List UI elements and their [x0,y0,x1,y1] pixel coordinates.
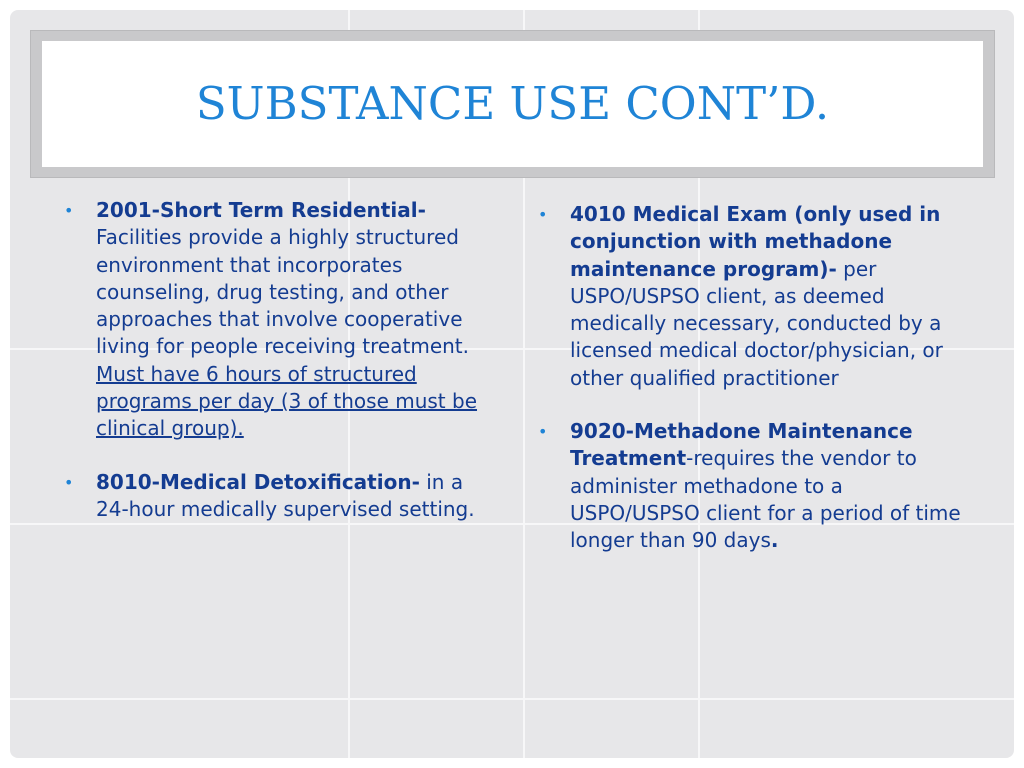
item-text: in a 24-hour medically supervised setting. [96,469,475,521]
title-box [42,41,983,167]
list-item-short-term-residential [64,197,494,443]
bullet-icon: • [538,422,548,442]
left-column [64,197,494,523]
list-item-medical-exam [538,201,978,392]
item-text: -requires the vendor to administer methadone to a USPO/USPSO client for a period of time longer than 90 days [570,446,961,553]
item-heading: 4010 Medical Exam (only used in conjunction with methadone maintenance program)- [570,202,941,281]
list-item-methadone-maintenance [538,418,978,554]
bullet-icon: • [538,205,548,224]
item-trailing-period: . [770,528,779,553]
bullet-icon: • [64,472,74,492]
item-heading: 8010-Medical Detoxification- [96,469,420,494]
slide-title: SUBSTANCE USE CONT’D. [195,77,830,130]
item-heading: 9020-Methadone Maintenance Treatment [570,419,913,471]
right-bullet-list [538,201,978,555]
right-column [538,201,978,555]
list-item-medical-detoxification [64,469,494,524]
left-bullet-list [64,197,494,523]
item-text: per USPO/USPSO client, as deemed medically necessary, conducted by a licensed medical doctor/physician, or other qualified practitioner [570,256,943,390]
item-heading: 2001-Short Term Residential- [96,198,426,222]
bullet-icon: • [64,201,74,220]
item-text: Facilities provide a highly structured environment that incorporates counseling, drug testing, and other approaches that involve cooperative living for people receiving treatment. [96,225,469,359]
background-grid-line [10,698,1014,700]
title-frame [30,30,995,178]
item-requirement-text: Must have 6 hours of structured programs per day (3 of those must be clinical group). [96,361,478,441]
